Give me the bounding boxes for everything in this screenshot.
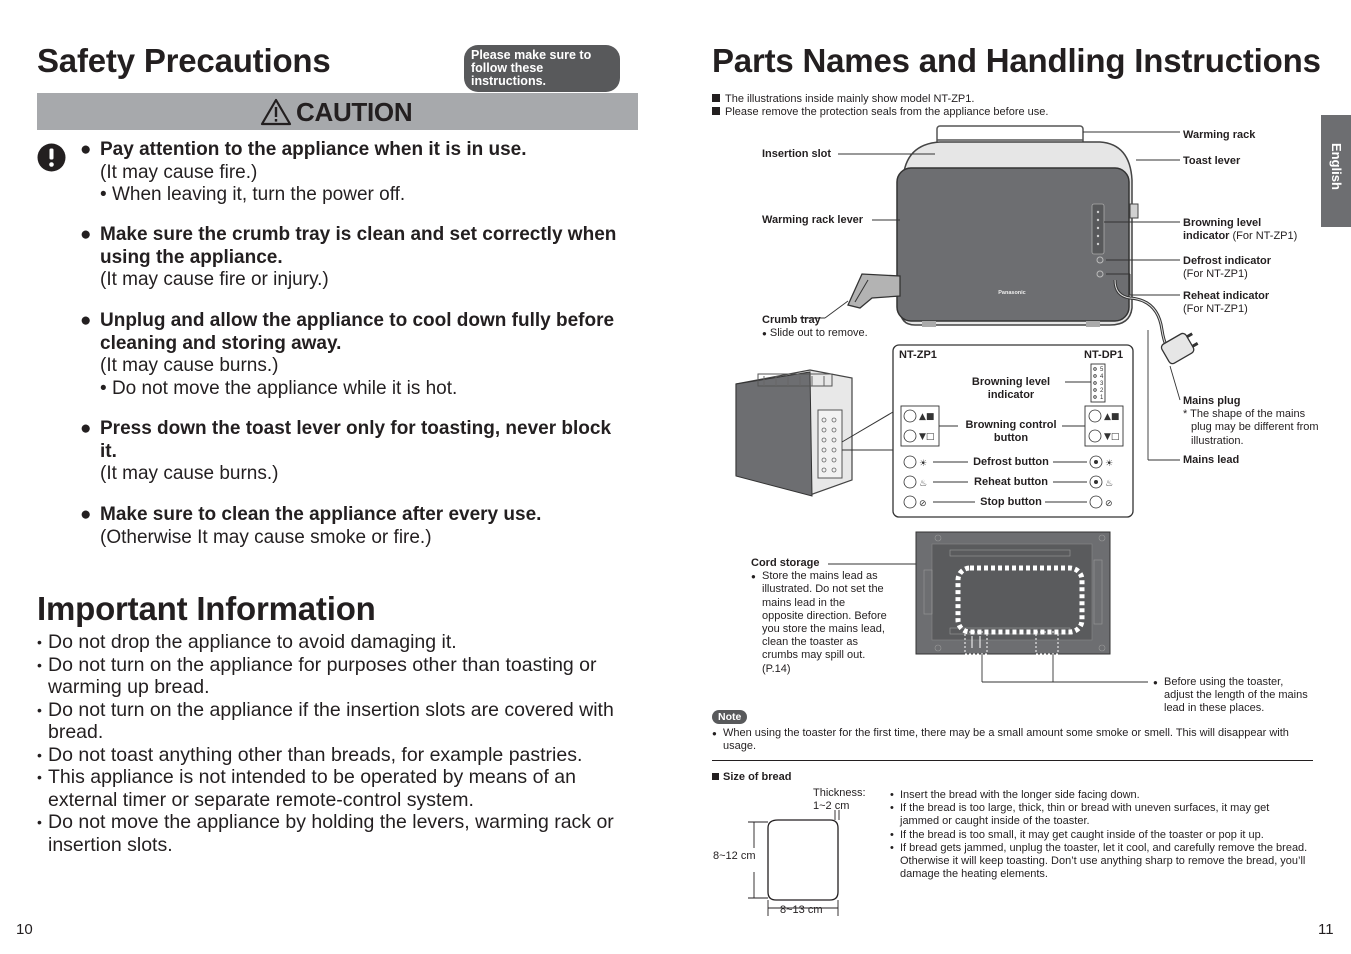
list-item: • Do not toast anything other than breads, for example pastries.	[37, 743, 583, 766]
note-badge: Note	[712, 710, 747, 724]
panel-model-left: NT-ZP1	[899, 349, 937, 361]
bread-size-title: Size of bread	[712, 771, 791, 784]
level-mark: 1	[1100, 395, 1104, 401]
svg-text:▲■: ▲■	[919, 412, 935, 422]
panel-model-right: NT-DP1	[1084, 349, 1124, 361]
divider	[712, 760, 1313, 761]
label-warming-rack-lever: Warming rack lever	[762, 214, 864, 226]
svg-text:♨: ♨	[1105, 479, 1114, 489]
list-item: • If the bread is too small, it may get caught inside of the toaster or pop it up.	[890, 828, 1264, 841]
parts-title: Parts Names and Handling Instructions	[712, 42, 1321, 79]
caution-item	[100, 504, 630, 549]
list-item: • If the bread is too large, thick, thin or bread with uneven surfaces, it may get jammed or caught inside of the toaster.	[890, 802, 1270, 828]
page-number-right: 11	[1318, 921, 1334, 938]
intro-line: The illustrations inside mainly show model NT-ZP1.	[712, 93, 1048, 106]
panel-stop-button: Stop button	[980, 496, 1042, 508]
notice-pill: Please make sure to follow these instructions.	[464, 45, 620, 92]
caution-item-reason: (It may cause burns.)	[100, 463, 279, 484]
panel-defrost-button: Defrost button	[973, 456, 1049, 468]
bread-height: 8~12 cm	[713, 850, 756, 862]
caution-item-bold: Unplug and allow the appliance to cool down fully before cleaning and storing away.	[100, 310, 615, 354]
label-browning-level-indicator: Browning level indicator (For NT-ZP1)	[1183, 217, 1298, 243]
list-item: • Do not turn on the appliance for purposes other than toasting or warming up bread.	[37, 653, 597, 698]
label-crumb-tray: Crumb tray ● Slide out to remove.	[762, 314, 868, 340]
bread-tips	[890, 789, 1310, 881]
caution-item-reason: (It may cause fire or injury.)	[100, 269, 329, 290]
svg-text:☀: ☀	[919, 459, 928, 469]
label-reheat-indicator: Reheat indicator (For NT-ZP1)	[1183, 290, 1270, 316]
bullet-dot: ●	[80, 418, 92, 439]
label-warming-rack: Warming rack	[1183, 129, 1256, 141]
warning-triangle-icon	[260, 98, 292, 126]
level-mark: 2	[1100, 388, 1104, 394]
panel-buttons	[895, 360, 1135, 515]
label-insertion-slot: Insertion slot	[762, 148, 832, 160]
svg-text:▲■: ▲■	[1104, 412, 1120, 422]
caution-label: CAUTION	[296, 97, 413, 127]
caution-item-reason: (It may cause burns.)	[100, 355, 279, 376]
caution-item-bold: Pay attention to the appliance when it is in use.	[100, 139, 527, 160]
bullet-dot: ●	[80, 310, 92, 331]
caution-item	[100, 418, 630, 486]
important-info-list	[37, 631, 642, 856]
caution-item	[100, 224, 630, 292]
safety-title: Safety Precautions	[37, 42, 331, 79]
panel-browning-control-button: Browning control button	[965, 419, 1057, 445]
note-text: ● When using the toaster for the first time, there may be a small amount some smoke or smell. This will disappear with usage.	[712, 727, 1289, 753]
caution-item-bold: Press down the toast lever only for toasting, never block it.	[100, 418, 612, 462]
caution-item-sub: • Do not move the appliance while it is hot.	[100, 377, 458, 399]
label-toast-lever: Toast lever	[1183, 155, 1241, 167]
exclamation-icon	[37, 143, 66, 172]
list-item: • Do not move the appliance by holding the levers, warming rack or insertion slots.	[37, 811, 614, 856]
label-mains-plug: Mains plug * The shape of the mains plug may be different from illustration.	[1183, 395, 1319, 447]
caution-item-bold: Make sure the crumb tray is clean and set correctly when using the appliance.	[100, 224, 617, 268]
panel-reheat-button: Reheat button	[974, 476, 1048, 488]
cord-storage-diagram	[820, 530, 1160, 690]
label-defrost-indicator: Defrost indicator (For NT-ZP1)	[1183, 255, 1272, 281]
caution-item-reason: (It may cause fire.)	[100, 161, 258, 183]
bullet-dot: ●	[80, 504, 92, 525]
level-mark: 3	[1100, 381, 1104, 387]
svg-text:▼□: ▼□	[1104, 432, 1120, 442]
level-mark: 5	[1100, 367, 1104, 373]
caution-item	[100, 139, 630, 207]
list-item: • Insert the bread with the longer side facing down.	[890, 789, 1140, 801]
cord-storage: Cord storage ● Store the mains lead as illustrated. Do not set the mains lead in the opposite direction. Before you store the mains lead, clean the toaster as crumbs may spill out. (P.14)	[751, 557, 887, 675]
bread-thickness: Thickness: 1~2 cm	[813, 787, 866, 813]
caution-item	[100, 310, 630, 400]
caution-item-bold: Make sure to clean the appliance after every use.	[100, 504, 542, 525]
level-mark: 4	[1100, 374, 1104, 380]
brand-text: Panasonic	[998, 290, 1026, 296]
svg-text:♨: ♨	[919, 479, 928, 489]
panel-browning-level-indicator: Browning level indicator	[971, 376, 1051, 402]
svg-text:☀: ☀	[1105, 459, 1114, 469]
list-item: • If bread gets jammed, unplug the toaster, let it cool, and carefully remove the bread. Otherwise it will keep toasting. Don’t use anything sharp to remove the bread, you’ll damage the heating elements.	[890, 841, 1308, 881]
intro-line: Please remove the protection seals from the appliance before use.	[712, 106, 1048, 119]
bread-slice	[768, 820, 838, 900]
intro-notes	[712, 93, 1048, 119]
language-tab[interactable]: English	[1321, 115, 1351, 227]
important-info-title: Important Information	[37, 590, 376, 627]
page-number-left: 10	[16, 921, 33, 938]
list-item: • This appliance is not intended to be operated by means of an external timer or separate remote-control system.	[37, 766, 576, 811]
cord-adjust-note: ● Before using the toaster, adjust the length of the mains lead in these places.	[1153, 676, 1308, 715]
svg-text:▼□: ▼□	[919, 432, 935, 442]
bread-width: 8~13 cm	[780, 904, 823, 916]
bullet-dot: ●	[80, 139, 92, 160]
svg-text:⊘: ⊘	[919, 499, 927, 509]
caution-item-sub: • When leaving it, turn the power off.	[100, 184, 406, 205]
list-item: • Do not turn on the appliance if the insertion slots are covered with bread.	[37, 698, 614, 743]
bullet-dot: ●	[80, 224, 92, 245]
caution-item-reason: (Otherwise It may cause smoke or fire.)	[100, 526, 432, 548]
list-item: • Do not drop the appliance to avoid damaging it.	[37, 631, 457, 653]
label-mains-lead: Mains lead	[1183, 454, 1240, 466]
svg-text:⊘: ⊘	[1105, 499, 1113, 509]
